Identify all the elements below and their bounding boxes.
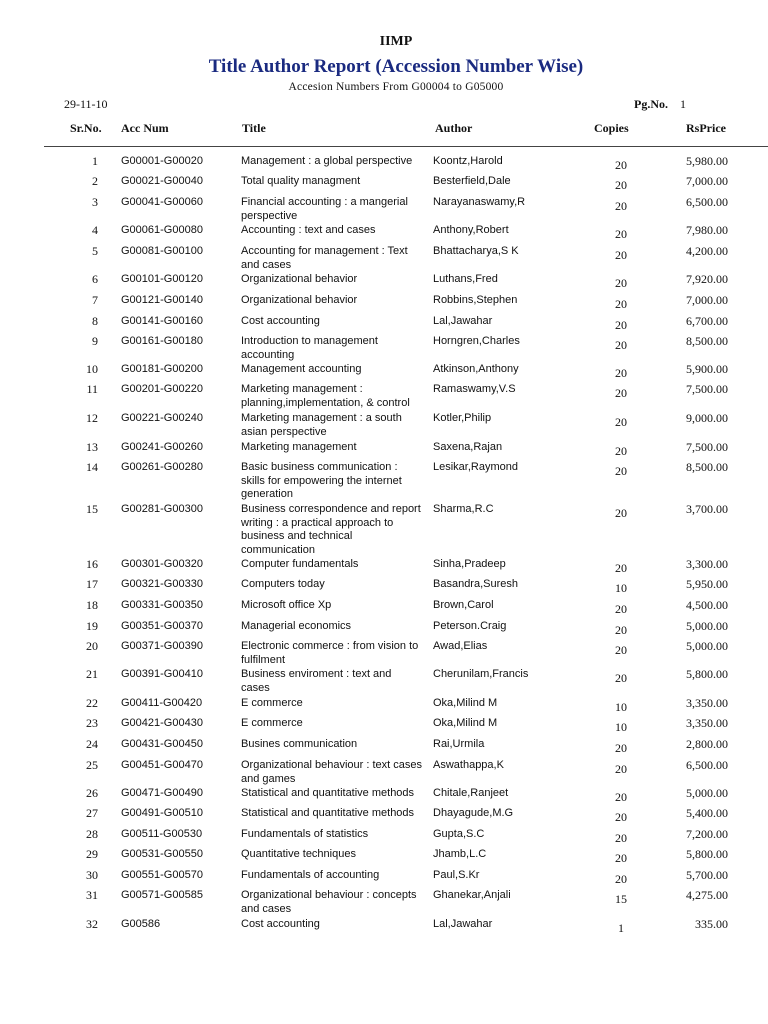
row-author: Ramaswamy,V.S bbox=[433, 383, 516, 395]
table-row bbox=[0, 175, 768, 195]
row-author: Sinha,Pradeep bbox=[433, 558, 506, 570]
row-author: Lesikar,Raymond bbox=[433, 461, 518, 473]
row-acc-num: G00181-G00200 bbox=[121, 363, 203, 375]
row-srno: 18 bbox=[86, 598, 98, 612]
row-copies: 20 bbox=[615, 199, 627, 213]
row-copies: 20 bbox=[615, 872, 627, 886]
row-price: 335.00 bbox=[695, 917, 728, 931]
row-copies: 20 bbox=[615, 464, 627, 478]
row-author: Bhattacharya,S K bbox=[433, 245, 519, 257]
row-acc-num: G00451-G00470 bbox=[121, 759, 203, 771]
row-author: Anthony,Robert bbox=[433, 224, 509, 236]
row-author: Paul,S.Kr bbox=[433, 869, 480, 881]
table-row bbox=[0, 888, 768, 915]
row-srno: 8 bbox=[92, 314, 98, 328]
table-row bbox=[0, 155, 768, 175]
row-title: Organizational behavior bbox=[241, 294, 358, 306]
row-author: Brown,Carol bbox=[433, 599, 494, 611]
row-acc-num: G00391-G00410 bbox=[121, 668, 203, 680]
row-copies: 20 bbox=[615, 561, 627, 575]
table-row bbox=[0, 667, 768, 694]
row-srno: 4 bbox=[92, 223, 98, 237]
row-title: Basic business communication : skills for empowering the internet generation bbox=[241, 461, 402, 500]
row-copies: 20 bbox=[615, 831, 627, 845]
row-copies: 20 bbox=[615, 444, 627, 458]
row-title: Cost accounting bbox=[241, 918, 320, 930]
row-author: Lal,Jawahar bbox=[433, 315, 493, 327]
table-row bbox=[0, 294, 768, 314]
table-row bbox=[0, 828, 768, 848]
row-copies: 20 bbox=[615, 297, 627, 311]
row-price: 5,980.00 bbox=[686, 154, 728, 168]
row-copies: 20 bbox=[615, 790, 627, 804]
row-price: 6,500.00 bbox=[686, 195, 728, 209]
row-author: Narayanaswamy,R bbox=[433, 196, 526, 208]
row-author: Atkinson,Anthony bbox=[433, 363, 519, 375]
table-row bbox=[0, 502, 768, 556]
row-author: Awad,Elias bbox=[433, 640, 488, 652]
report-title: Title Author Report (Accession Number Wise) bbox=[208, 56, 584, 77]
column-header-copies: Copies bbox=[594, 121, 629, 135]
table-row bbox=[0, 578, 768, 598]
row-acc-num: G00081-G00100 bbox=[121, 245, 203, 257]
row-acc-num: G00471-G00490 bbox=[121, 787, 203, 799]
table-row bbox=[0, 441, 768, 461]
row-title: Computer fundamentals bbox=[241, 558, 359, 570]
row-copies: 20 bbox=[615, 227, 627, 241]
row-author: Peterson.Craig bbox=[433, 620, 507, 632]
row-price: 7,920.00 bbox=[686, 272, 728, 286]
row-acc-num: G00411-G00420 bbox=[121, 697, 203, 709]
row-title: Electronic commerce : from vision to fulfilment bbox=[241, 640, 419, 666]
row-title: Cost accounting bbox=[241, 315, 320, 327]
row-copies: 10 bbox=[615, 581, 627, 595]
header-divider bbox=[44, 146, 768, 147]
row-price: 5,800.00 bbox=[686, 847, 728, 861]
row-title: Quantitative techniques bbox=[241, 848, 356, 860]
row-title: Organizational behavior bbox=[241, 273, 358, 285]
row-acc-num: G00261-G00280 bbox=[121, 461, 203, 473]
row-title: Statistical and quantitative methods bbox=[241, 807, 415, 819]
row-srno: 26 bbox=[86, 786, 98, 800]
row-price: 7,500.00 bbox=[686, 440, 728, 454]
row-copies: 10 bbox=[615, 720, 627, 734]
row-price: 5,700.00 bbox=[686, 868, 728, 882]
row-srno: 19 bbox=[86, 619, 98, 633]
row-acc-num: G00586 bbox=[121, 918, 161, 930]
row-acc-num: G00491-G00510 bbox=[121, 807, 203, 819]
table-row bbox=[0, 558, 768, 578]
row-acc-num: G00041-G00060 bbox=[121, 196, 203, 208]
row-author: Lal,Jawahar bbox=[433, 918, 493, 930]
column-header-acc-num: Acc Num bbox=[121, 121, 169, 135]
row-title: Fundamentals of statistics bbox=[241, 828, 369, 840]
row-price: 3,350.00 bbox=[686, 696, 728, 710]
table-row bbox=[0, 599, 768, 619]
row-price: 5,800.00 bbox=[686, 667, 728, 681]
row-price: 5,000.00 bbox=[686, 619, 728, 633]
row-author: Robbins,Stephen bbox=[433, 294, 518, 306]
row-srno: 15 bbox=[86, 502, 98, 516]
row-title: Business enviroment : text and cases bbox=[241, 668, 392, 694]
row-author: Dhayagude,M.G bbox=[433, 807, 514, 819]
row-price: 8,500.00 bbox=[686, 334, 728, 348]
table-row bbox=[0, 273, 768, 293]
row-copies: 20 bbox=[615, 386, 627, 400]
row-acc-num: G00531-G00550 bbox=[121, 848, 203, 860]
row-title: Organizational behaviour : concepts and cases bbox=[241, 889, 417, 915]
column-header-author: Author bbox=[435, 121, 473, 135]
row-copies: 20 bbox=[615, 602, 627, 616]
row-acc-num: G00351-G00370 bbox=[121, 620, 203, 632]
row-copies: 20 bbox=[615, 178, 627, 192]
row-title: Busines communication bbox=[241, 738, 358, 750]
row-copies: 20 bbox=[615, 810, 627, 824]
row-copies: 20 bbox=[615, 338, 627, 352]
row-srno: 10 bbox=[86, 362, 98, 376]
column-header-price: RsPrice bbox=[686, 121, 726, 135]
row-price: 3,700.00 bbox=[686, 502, 728, 516]
row-title: Marketing management : a south asian perspective bbox=[241, 412, 402, 438]
row-srno: 6 bbox=[92, 272, 98, 286]
row-acc-num: G00101-G00120 bbox=[121, 273, 203, 285]
row-title: E commerce bbox=[241, 717, 303, 729]
row-author: Oka,Milind M bbox=[433, 717, 498, 729]
row-copies: 20 bbox=[615, 671, 627, 685]
row-price: 5,950.00 bbox=[686, 577, 728, 591]
page-number-label: Pg.No. bbox=[634, 97, 668, 111]
row-author: Sharma,R.C bbox=[433, 503, 494, 515]
row-price: 4,500.00 bbox=[686, 598, 728, 612]
report-subtitle: Accesion Numbers From G00004 to G05000 bbox=[288, 81, 504, 93]
row-acc-num: G00551-G00570 bbox=[121, 869, 203, 881]
table-row bbox=[0, 697, 768, 717]
row-acc-num: G00421-G00430 bbox=[121, 717, 203, 729]
row-price: 6,700.00 bbox=[686, 314, 728, 328]
row-acc-num: G00121-G00140 bbox=[121, 294, 203, 306]
row-srno: 12 bbox=[86, 411, 98, 425]
row-copies: 20 bbox=[615, 318, 627, 332]
row-title: Computers today bbox=[241, 578, 325, 590]
table-row bbox=[0, 717, 768, 737]
row-acc-num: G00061-G00080 bbox=[121, 224, 203, 236]
row-srno: 25 bbox=[86, 758, 98, 772]
row-title: Marketing management bbox=[241, 441, 357, 453]
row-acc-num: G00321-G00330 bbox=[121, 578, 203, 590]
table-row bbox=[0, 620, 768, 640]
row-srno: 14 bbox=[86, 460, 98, 474]
table-row bbox=[0, 738, 768, 758]
row-title: Managerial economics bbox=[241, 620, 352, 632]
page-number-value: 1 bbox=[680, 97, 686, 111]
row-srno: 28 bbox=[86, 827, 98, 841]
row-author: Koontz,Harold bbox=[433, 155, 503, 167]
row-title: Statistical and quantitative methods bbox=[241, 787, 415, 799]
row-srno: 20 bbox=[86, 639, 98, 653]
row-srno: 3 bbox=[92, 195, 98, 209]
table-row bbox=[0, 869, 768, 889]
row-acc-num: G00221-G00240 bbox=[121, 412, 203, 424]
row-price: 5,000.00 bbox=[686, 639, 728, 653]
row-srno: 27 bbox=[86, 806, 98, 820]
table-row bbox=[0, 363, 768, 383]
row-title: Marketing management : planning,implementation, & control bbox=[241, 383, 410, 409]
table-row bbox=[0, 195, 768, 222]
table-row bbox=[0, 315, 768, 335]
row-srno: 7 bbox=[92, 293, 98, 307]
row-title: Microsoft office Xp bbox=[241, 599, 332, 611]
page-number bbox=[634, 97, 686, 112]
row-copies: 20 bbox=[615, 276, 627, 290]
report-date: 29-11-10 bbox=[64, 97, 108, 111]
row-copies: 20 bbox=[615, 762, 627, 776]
row-author: Basandra,Suresh bbox=[433, 578, 518, 590]
column-header-title: Title bbox=[242, 121, 266, 135]
row-author: Cherunilam,Francis bbox=[433, 668, 529, 680]
row-srno: 16 bbox=[86, 557, 98, 571]
row-price: 4,200.00 bbox=[686, 244, 728, 258]
table-row bbox=[0, 460, 768, 500]
row-author: Kotler,Philip bbox=[433, 412, 492, 424]
row-price: 2,800.00 bbox=[686, 737, 728, 751]
row-price: 3,300.00 bbox=[686, 557, 728, 571]
row-copies: 20 bbox=[615, 623, 627, 637]
row-acc-num: G00241-G00260 bbox=[121, 441, 203, 453]
row-srno: 30 bbox=[86, 868, 98, 882]
row-copies: 20 bbox=[615, 506, 627, 520]
table-row bbox=[0, 224, 768, 244]
table-row bbox=[0, 411, 768, 438]
row-copies: 20 bbox=[615, 158, 627, 172]
row-title: Fundamentals of accounting bbox=[241, 869, 380, 881]
row-price: 5,000.00 bbox=[686, 786, 728, 800]
organization-name: IIMP bbox=[379, 34, 413, 49]
row-srno: 32 bbox=[86, 917, 98, 931]
row-srno: 23 bbox=[86, 716, 98, 730]
table-row bbox=[0, 787, 768, 807]
row-title: Management accounting bbox=[241, 363, 362, 375]
row-author: Aswathappa,K bbox=[433, 759, 504, 771]
row-srno: 13 bbox=[86, 440, 98, 454]
table-row bbox=[0, 758, 768, 785]
row-acc-num: G00201-G00220 bbox=[121, 383, 203, 395]
row-price: 5,900.00 bbox=[686, 362, 728, 376]
row-acc-num: G00571-G00585 bbox=[121, 889, 203, 901]
row-author: Chitale,Ranjeet bbox=[433, 787, 509, 799]
row-srno: 9 bbox=[92, 334, 98, 348]
row-acc-num: G00161-G00180 bbox=[121, 335, 203, 347]
row-price: 6,500.00 bbox=[686, 758, 728, 772]
row-price: 7,000.00 bbox=[686, 293, 728, 307]
row-copies: 20 bbox=[615, 366, 627, 380]
table-row bbox=[0, 244, 768, 271]
row-acc-num: G00141-G00160 bbox=[121, 315, 203, 327]
row-title: Introduction to management accounting bbox=[241, 335, 378, 361]
row-srno: 31 bbox=[86, 888, 98, 902]
row-srno: 29 bbox=[86, 847, 98, 861]
row-acc-num: G00281-G00300 bbox=[121, 503, 203, 515]
row-copies: 10 bbox=[615, 700, 627, 714]
row-author: Besterfield,Dale bbox=[433, 175, 511, 187]
table-row bbox=[0, 918, 768, 938]
table-row bbox=[0, 382, 768, 409]
row-price: 5,400.00 bbox=[686, 806, 728, 820]
row-title: Organizational behaviour : text cases and games bbox=[241, 759, 422, 785]
row-title: Management : a global perspective bbox=[241, 155, 413, 167]
row-srno: 22 bbox=[86, 696, 98, 710]
row-acc-num: G00001-G00020 bbox=[121, 155, 203, 167]
row-acc-num: G00431-G00450 bbox=[121, 738, 203, 750]
row-srno: 5 bbox=[92, 244, 98, 258]
row-author: Saxena,Rajan bbox=[433, 441, 503, 453]
table-row bbox=[0, 334, 768, 361]
row-price: 4,275.00 bbox=[686, 888, 728, 902]
row-title: Accounting : text and cases bbox=[241, 224, 376, 236]
row-title: Total quality managment bbox=[241, 175, 361, 187]
row-copies: 20 bbox=[615, 741, 627, 755]
row-price: 7,200.00 bbox=[686, 827, 728, 841]
row-price: 9,000.00 bbox=[686, 411, 728, 425]
row-copies: 20 bbox=[615, 248, 627, 262]
row-acc-num: G00331-G00350 bbox=[121, 599, 203, 611]
row-author: Rai,Urmila bbox=[433, 738, 485, 750]
row-author: Ghanekar,Anjali bbox=[433, 889, 511, 901]
row-author: Gupta,S.C bbox=[433, 828, 485, 840]
row-title: Financial accounting : a mangerial perspective bbox=[241, 196, 408, 222]
column-header-srno: Sr.No. bbox=[70, 121, 102, 135]
row-srno: 11 bbox=[86, 382, 98, 396]
row-title: Accounting for management : Text and cases bbox=[241, 245, 408, 271]
row-title: E commerce bbox=[241, 697, 303, 709]
row-author: Oka,Milind M bbox=[433, 697, 498, 709]
row-srno: 2 bbox=[92, 174, 98, 188]
table-row bbox=[0, 639, 768, 666]
row-acc-num: G00301-G00320 bbox=[121, 558, 203, 570]
row-copies: 20 bbox=[615, 643, 627, 657]
row-copies: 1 bbox=[618, 921, 624, 935]
table-row bbox=[0, 807, 768, 827]
row-srno: 17 bbox=[86, 577, 98, 591]
row-acc-num: G00021-G00040 bbox=[121, 175, 203, 187]
row-acc-num: G00511-G00530 bbox=[121, 828, 203, 840]
row-srno: 1 bbox=[92, 154, 98, 168]
row-acc-num: G00371-G00390 bbox=[121, 640, 203, 652]
row-author: Luthans,Fred bbox=[433, 273, 498, 285]
row-copies: 15 bbox=[615, 892, 627, 906]
row-price: 7,500.00 bbox=[686, 382, 728, 396]
row-author: Jhamb,L.C bbox=[433, 848, 487, 860]
table-row bbox=[0, 848, 768, 868]
row-srno: 24 bbox=[86, 737, 98, 751]
row-srno: 21 bbox=[86, 667, 98, 681]
row-price: 7,980.00 bbox=[686, 223, 728, 237]
row-price: 8,500.00 bbox=[686, 460, 728, 474]
row-author: Horngren,Charles bbox=[433, 335, 520, 347]
row-copies: 20 bbox=[615, 851, 627, 865]
row-price: 7,000.00 bbox=[686, 174, 728, 188]
row-copies: 20 bbox=[615, 415, 627, 429]
row-title: Business correspondence and report writing : a practical approach to business and technical communication bbox=[241, 503, 421, 556]
row-price: 3,350.00 bbox=[686, 716, 728, 730]
